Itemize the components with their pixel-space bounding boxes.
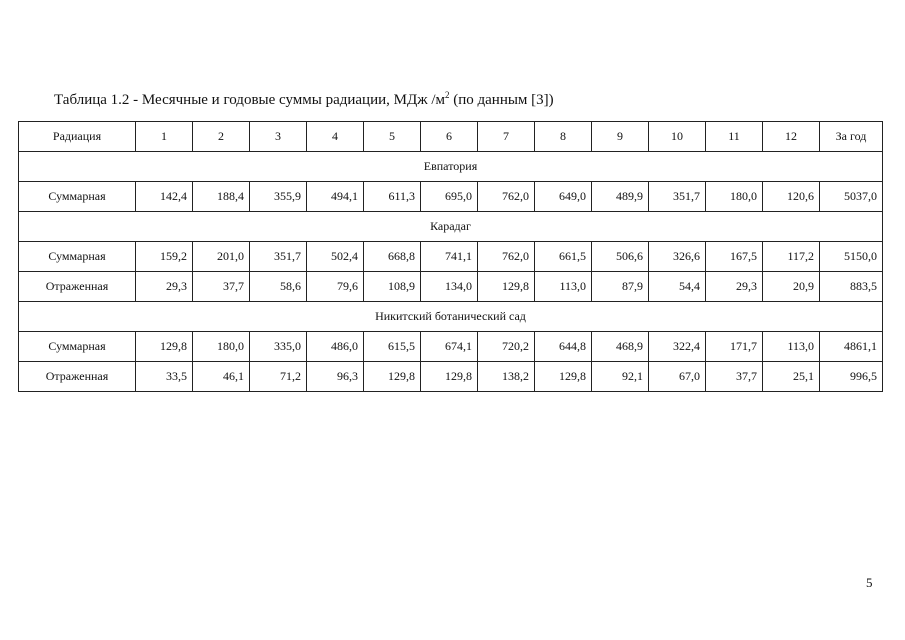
value-cell: 494,1 bbox=[307, 182, 364, 212]
value-cell: 20,9 bbox=[763, 272, 820, 302]
header-cell-radiation: Радиация bbox=[19, 122, 136, 152]
value-cell: 108,9 bbox=[364, 272, 421, 302]
value-cell: 129,8 bbox=[535, 362, 592, 392]
row-label: Отраженная bbox=[19, 272, 136, 302]
value-cell: 4861,1 bbox=[820, 332, 883, 362]
value-cell: 720,2 bbox=[478, 332, 535, 362]
value-cell: 695,0 bbox=[421, 182, 478, 212]
row-label: Суммарная bbox=[19, 242, 136, 272]
value-cell: 335,0 bbox=[250, 332, 307, 362]
region-title: Никитский ботанический сад bbox=[19, 302, 883, 332]
value-cell: 25,1 bbox=[763, 362, 820, 392]
value-cell: 506,6 bbox=[592, 242, 649, 272]
value-cell: 129,8 bbox=[136, 332, 193, 362]
value-cell: 71,2 bbox=[250, 362, 307, 392]
value-cell: 322,4 bbox=[649, 332, 706, 362]
region-row bbox=[19, 152, 883, 182]
region-row bbox=[19, 302, 883, 332]
region-title: Евпатория bbox=[19, 152, 883, 182]
value-cell: 5037,0 bbox=[820, 182, 883, 212]
table-body bbox=[19, 122, 883, 392]
header-row bbox=[19, 122, 883, 152]
value-cell: 29,3 bbox=[136, 272, 193, 302]
value-cell: 79,6 bbox=[307, 272, 364, 302]
value-cell: 87,9 bbox=[592, 272, 649, 302]
header-cell: 10 bbox=[649, 122, 706, 152]
value-cell: 996,5 bbox=[820, 362, 883, 392]
value-cell: 159,2 bbox=[136, 242, 193, 272]
header-cell: 6 bbox=[421, 122, 478, 152]
value-cell: 611,3 bbox=[364, 182, 421, 212]
header-cell: 7 bbox=[478, 122, 535, 152]
value-cell: 92,1 bbox=[592, 362, 649, 392]
value-cell: 762,0 bbox=[478, 242, 535, 272]
header-cell: 5 bbox=[364, 122, 421, 152]
value-cell: 171,7 bbox=[706, 332, 763, 362]
value-cell: 502,4 bbox=[307, 242, 364, 272]
header-cell: 11 bbox=[706, 122, 763, 152]
value-cell: 37,7 bbox=[706, 362, 763, 392]
caption-suffix: (по данным [3]) bbox=[449, 92, 554, 108]
value-cell: 674,1 bbox=[421, 332, 478, 362]
radiation-table bbox=[18, 121, 883, 392]
header-cell: 12 bbox=[763, 122, 820, 152]
value-cell: 741,1 bbox=[421, 242, 478, 272]
row-label: Суммарная bbox=[19, 332, 136, 362]
value-cell: 138,2 bbox=[478, 362, 535, 392]
value-cell: 668,8 bbox=[364, 242, 421, 272]
value-cell: 615,5 bbox=[364, 332, 421, 362]
value-cell: 489,9 bbox=[592, 182, 649, 212]
table-row bbox=[19, 332, 883, 362]
page-number: 5 bbox=[866, 575, 873, 590]
table-caption bbox=[54, 90, 554, 109]
table-row bbox=[19, 362, 883, 392]
value-cell: 46,1 bbox=[193, 362, 250, 392]
value-cell: 120,6 bbox=[763, 182, 820, 212]
value-cell: 113,0 bbox=[535, 272, 592, 302]
header-cell: 2 bbox=[193, 122, 250, 152]
value-cell: 67,0 bbox=[649, 362, 706, 392]
value-cell: 167,5 bbox=[706, 242, 763, 272]
value-cell: 649,0 bbox=[535, 182, 592, 212]
value-cell: 188,4 bbox=[193, 182, 250, 212]
value-cell: 113,0 bbox=[763, 332, 820, 362]
value-cell: 37,7 bbox=[193, 272, 250, 302]
header-cell: 8 bbox=[535, 122, 592, 152]
row-label: Отраженная bbox=[19, 362, 136, 392]
value-cell: 355,9 bbox=[250, 182, 307, 212]
region-row bbox=[19, 212, 883, 242]
value-cell: 129,8 bbox=[364, 362, 421, 392]
value-cell: 117,2 bbox=[763, 242, 820, 272]
value-cell: 468,9 bbox=[592, 332, 649, 362]
value-cell: 326,6 bbox=[649, 242, 706, 272]
value-cell: 129,8 bbox=[421, 362, 478, 392]
value-cell: 129,8 bbox=[478, 272, 535, 302]
header-cell: 1 bbox=[136, 122, 193, 152]
value-cell: 5150,0 bbox=[820, 242, 883, 272]
value-cell: 351,7 bbox=[649, 182, 706, 212]
value-cell: 54,4 bbox=[649, 272, 706, 302]
row-label: Суммарная bbox=[19, 182, 136, 212]
value-cell: 58,6 bbox=[250, 272, 307, 302]
value-cell: 29,3 bbox=[706, 272, 763, 302]
value-cell: 134,0 bbox=[421, 272, 478, 302]
header-cell: 3 bbox=[250, 122, 307, 152]
header-cell: 9 bbox=[592, 122, 649, 152]
table-row bbox=[19, 242, 883, 272]
value-cell: 351,7 bbox=[250, 242, 307, 272]
header-cell: 4 bbox=[307, 122, 364, 152]
value-cell: 180,0 bbox=[193, 332, 250, 362]
region-title: Карадаг bbox=[19, 212, 883, 242]
caption-superscript: 2 bbox=[444, 90, 450, 100]
value-cell: 486,0 bbox=[307, 332, 364, 362]
value-cell: 661,5 bbox=[535, 242, 592, 272]
value-cell: 644,8 bbox=[535, 332, 592, 362]
header-cell: За год bbox=[820, 122, 883, 152]
value-cell: 762,0 bbox=[478, 182, 535, 212]
value-cell: 883,5 bbox=[820, 272, 883, 302]
value-cell: 142,4 bbox=[136, 182, 193, 212]
value-cell: 33,5 bbox=[136, 362, 193, 392]
table-row bbox=[19, 182, 883, 212]
value-cell: 201,0 bbox=[193, 242, 250, 272]
value-cell: 180,0 bbox=[706, 182, 763, 212]
caption-text: Таблица 1.2 - Месячные и годовые суммы радиации, МДж /м bbox=[54, 92, 445, 108]
value-cell: 96,3 bbox=[307, 362, 364, 392]
table-row bbox=[19, 272, 883, 302]
